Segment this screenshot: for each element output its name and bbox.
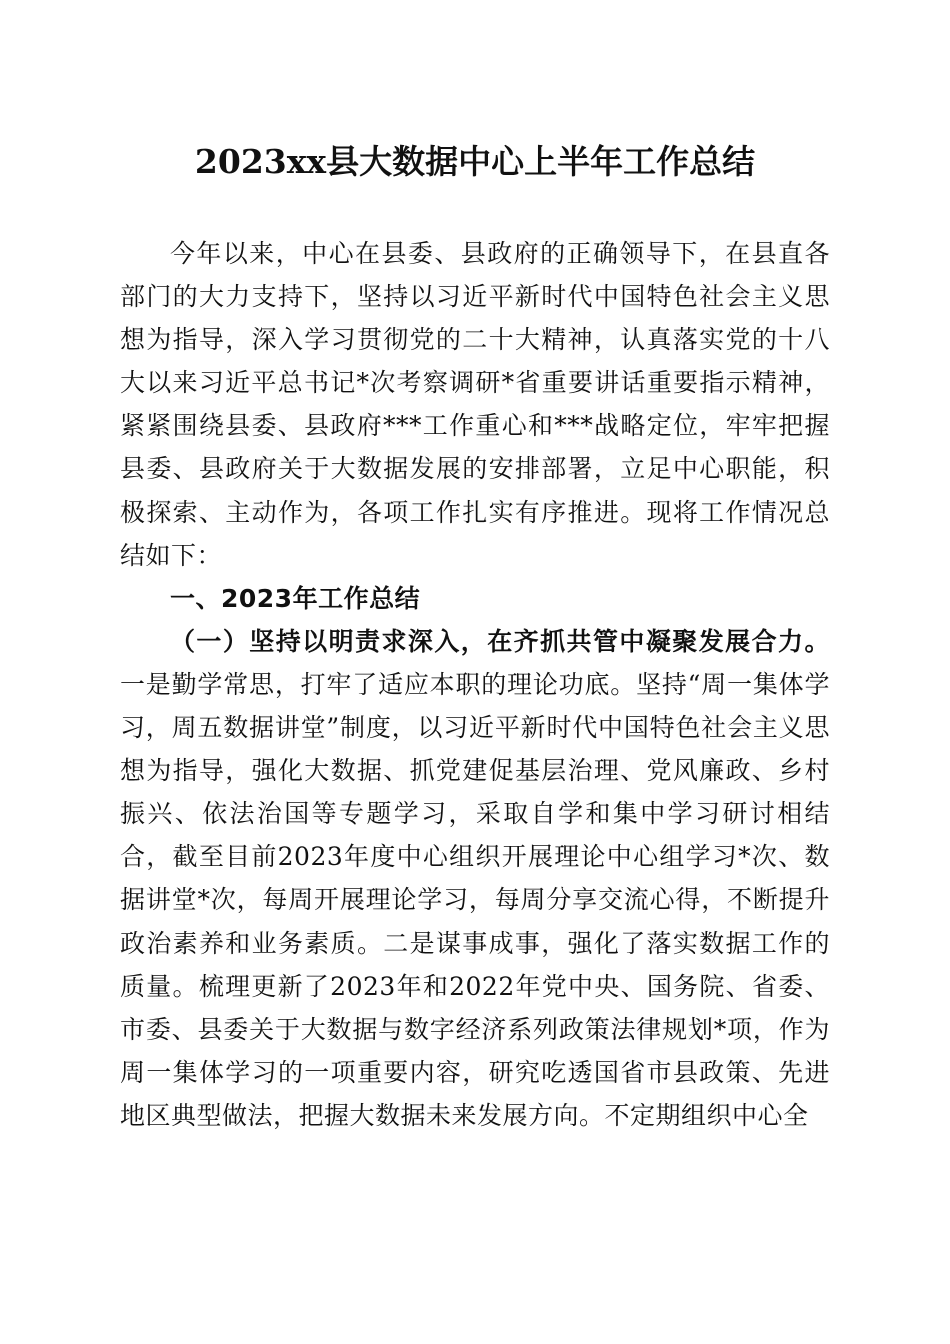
intro-paragraph: 今年以来，中心在县委、县政府的正确领导下，在县直各部门的大力支持下，坚持以习近平新时代中国特色社会主义思想为指导，深入学习贯彻党的二十大精神，认真落实党的十八大以来习近平总书记*次考察调研*省重要讲话重要指示精神，紧紧围绕县委、县政府***工作重心和***战略定位，牢牢把握县委、县政府关于大数据发展的安排部署，立足中心职能，积极探索、主动作为，各项工作扎实有序推进。现将工作情况总结如下：	[120, 239, 830, 570]
document-body	[120, 232, 830, 1137]
subsection-body: 一是勤学常思，打牢了适应本职的理论功底。坚持“周一集体学习，周五数据讲堂”制度，以习近平新时代中国特色社会主义思想为指导，强化大数据、抓党建促基层治理、党风廉政、乡村振兴、依法治国等专题学习，采取自学和集中学习研讨相结合，截至目前2023年度中心组织开展理论中心组学习*次、数据讲堂*次，每周开展理论学习，每周分享交流心得，不断提升政治素养和业务素质。二是谋事成事，强化了落实数据工作的质量。梳理更新了2023年和2022年党中央、国务院、省委、市委、县委关于大数据与数字经济系列政策法律规划*项，作为周一集体学习的一项重要内容，研究吃透国省市县政策、先进地区典型做法，把握大数据未来发展方向。不定期组织中心全	[120, 669, 830, 1130]
page-title: 2023xx县大数据中心上半年工作总结	[194, 142, 756, 181]
subsection-paragraph	[120, 620, 830, 1137]
section-heading: 一、2023年工作总结	[170, 583, 421, 613]
subsection-heading: （一）坚持以明责求深入，在齐抓共管中凝聚发展合力。	[170, 626, 830, 656]
